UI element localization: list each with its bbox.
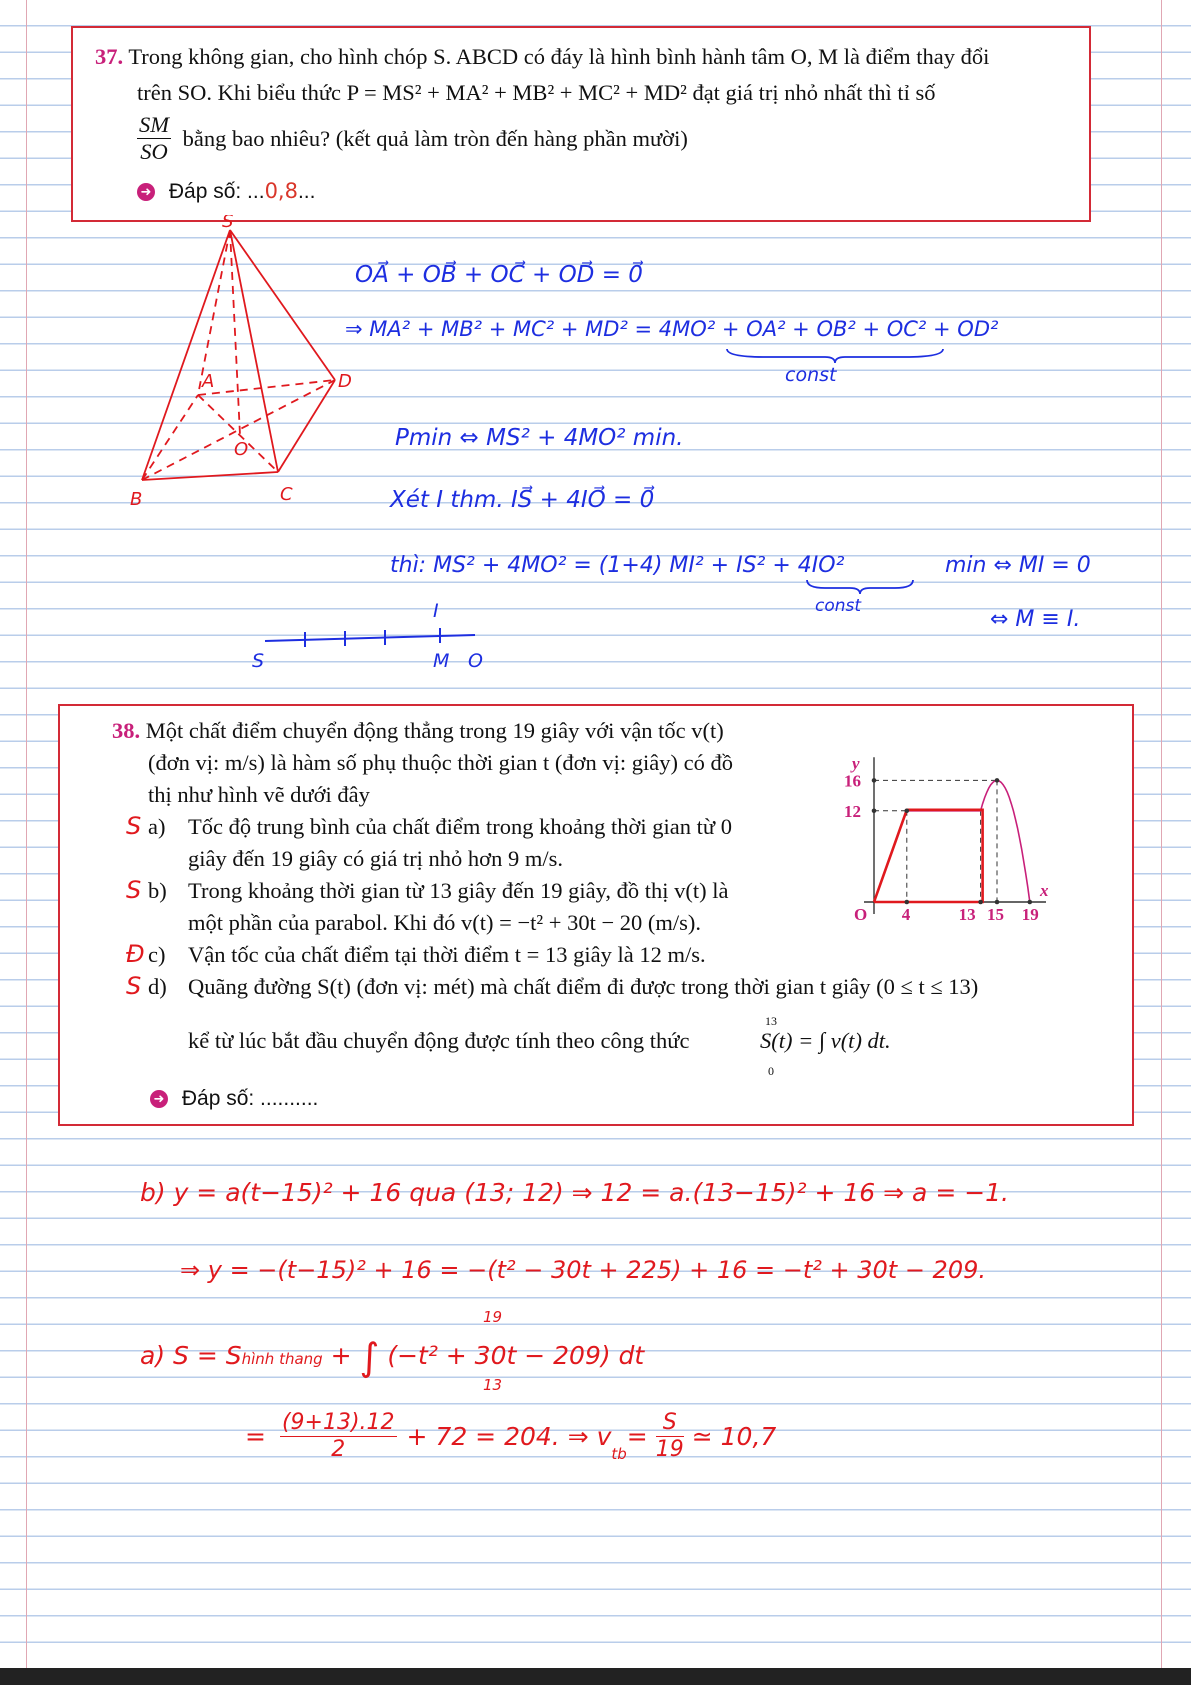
dot-y12	[872, 809, 877, 814]
edge-bc	[142, 472, 278, 480]
sol38-speed-num: S	[656, 1410, 684, 1437]
sol38-a2-rest: + 72 = 204. ⇒ v	[406, 1422, 612, 1451]
x-tick-13: 13	[958, 905, 976, 924]
q38-mark-d: S	[126, 972, 142, 1000]
edge-sb	[142, 230, 230, 480]
segment-so-diagram	[250, 595, 500, 675]
sol38-a2-eq2: =	[626, 1422, 648, 1451]
q38-item-b-letter: b)	[148, 878, 167, 903]
sol38-a-prefix: a) S = S	[140, 1341, 242, 1370]
q38-mark-b: S	[126, 876, 142, 904]
seg-label-o: O	[468, 650, 483, 672]
x-tick-19: 19	[1021, 905, 1039, 924]
q37-frac-den: SO	[140, 139, 168, 164]
label-b: B	[130, 489, 143, 510]
sol38-a-sub: hình thang	[241, 1350, 323, 1368]
velocity-graph	[842, 722, 1087, 942]
margin-line-left	[26, 0, 27, 1685]
sol38-frac-den: 2	[331, 1437, 346, 1462]
q37-text-2: trên SO. Khi biểu thức P = MS² + MA² + MB² + MC² + MD² đạt giá trị nhỏ nhất thì tỉ số	[137, 80, 936, 105]
q38-intro-1	[112, 716, 724, 746]
velocity-curve-handdrawn	[874, 810, 983, 902]
q38-item-c-letter: c)	[148, 942, 166, 967]
sol38-a-line1	[140, 1335, 644, 1379]
q37-answer-value: 0,8	[264, 179, 298, 203]
sol37-line5a: thì: MS² + 4MO² = (1+4) MI² + IS² + 4IO²	[390, 553, 845, 578]
x-tick-4: 4	[901, 905, 911, 924]
pyramid-diagram	[130, 215, 370, 515]
q38-answer-label: Đáp số: ..........	[181, 1087, 319, 1110]
sol37-const-2: const	[815, 596, 862, 616]
sol37-line2: ⇒ MA² + MB² + MC² + MD² = 4MO² + OA² + OB² + OC² + OD²	[345, 317, 999, 341]
dot-x13	[978, 900, 983, 905]
q38-item-d-line2: kể từ lúc bắt đầu chuyển động được tính theo công thức	[188, 1028, 690, 1053]
q38-answer	[150, 1084, 318, 1114]
brace-under-const	[725, 347, 945, 363]
q37-answer-label: Đáp số: ...	[168, 180, 265, 203]
sol38-a2-end: ≃ 10,7	[691, 1422, 777, 1451]
q37-answer-tail: ...	[297, 180, 316, 203]
q38-item-b-line2: một phần của parabol. Khi đó v(t) = −t² + 30t − 20 (m/s).	[188, 910, 702, 935]
q37-frac-num: SM	[139, 112, 169, 137]
sol38-a2-eq: =	[245, 1422, 266, 1451]
velocity-curve-print	[874, 780, 1030, 902]
question-37-box	[71, 26, 1091, 222]
edge-sc	[230, 230, 278, 472]
dot-x4	[905, 900, 910, 905]
sol38-a-integrand: (−t² + 30t − 209) dt	[387, 1341, 645, 1370]
sol38-a2-sub: tb	[611, 1445, 627, 1463]
diag-bd	[142, 380, 335, 480]
brace-under-const-2	[805, 578, 915, 594]
q37-text-3: bằng bao nhiêu? (kết quả làm tròn đến hàng phần mười)	[182, 125, 688, 151]
q38-item-d-letter: d)	[148, 974, 167, 999]
q38-item-c-line1: Vận tốc của chất điểm tại thời điểm t = 13 giây là 12 m/s.	[188, 942, 706, 967]
arrow-right-icon: ➜	[137, 183, 155, 201]
dot-15-16	[995, 778, 1000, 783]
q37-text-1: Trong không gian, cho hình chóp S. ABCD có đáy là hình bình hành tâm O, M là điểm thay đổi	[128, 44, 990, 69]
bottom-band	[0, 1668, 1191, 1685]
height-so	[230, 230, 240, 435]
q38-item-b-line1: Trong khoảng thời gian từ 13 giây đến 19 giây, đồ thị v(t) là	[188, 878, 729, 903]
x-tick-15: 15	[987, 905, 1004, 924]
sol37-line6: ⇔ M ≡ I.	[990, 607, 1081, 632]
q38-intro-3: thị như hình vẽ dưới đây	[148, 782, 370, 807]
sol37-const-1: const	[785, 364, 837, 386]
q38-item-d-line1: Quãng đường S(t) (đơn vị: mét) mà chất điểm đi được trong thời gian t giây (0 ≤ t ≤ 13)	[188, 974, 979, 999]
arrow-right-icon: ➜	[150, 1090, 168, 1108]
seg-label-s: S	[252, 650, 265, 672]
formula-lower: 0	[768, 1064, 774, 1078]
formula-integral: S(t) = ∫ v(t) dt.	[760, 1028, 891, 1053]
integral-sign-icon: ∫	[359, 1335, 380, 1379]
margin-line-right	[1161, 0, 1162, 1685]
sol38-a-plus: +	[330, 1341, 352, 1370]
y-tick-16: 16	[844, 771, 861, 791]
x-tick-origin: O	[854, 905, 868, 924]
segment-so	[265, 635, 475, 641]
dot-y16	[872, 778, 877, 783]
sol37-line4: Xét I thm. IS⃗ + 4IO⃗ = 0⃗	[390, 487, 655, 513]
sol38-speed-den: 19	[655, 1437, 684, 1462]
x-axis-label: x	[1040, 881, 1049, 900]
sol38-b-line1: b) y = a(t−15)² + 16 qua (13; 12) ⇒ 12 = a.(13−15)² + 16 ⇒ a = −1.	[140, 1178, 1010, 1207]
y-tick-12: 12	[844, 801, 861, 821]
sol37-line3: Pmin ⇔ MS² + 4MO² min.	[395, 425, 684, 451]
q38-intro-2: (đơn vị: m/s) là hàm số phụ thuộc thời gian t (đơn vị: giây) có đồ	[148, 750, 733, 775]
dot-x19	[1028, 900, 1033, 905]
q38-number: 38.	[112, 718, 141, 743]
sol37-line1: OA⃗ + OB⃗ + OC⃗ + OD⃗ = 0⃗	[355, 262, 643, 288]
q37-answer	[137, 176, 315, 207]
q37-line3	[137, 112, 688, 165]
q38-item-a-line1: Tốc độ trung bình của chất điểm trong khoảng thời gian từ 0	[188, 814, 732, 839]
sol38-b-line2: ⇒ y = −(t−15)² + 16 = −(t² − 30t + 225) + 16 = −t² + 30t − 209.	[180, 1256, 986, 1284]
q38-mark-c: Đ	[126, 940, 145, 968]
q37-line1	[95, 42, 989, 72]
q37-number: 37.	[95, 44, 124, 69]
q37-fraction	[137, 112, 171, 165]
diag-ac	[198, 395, 278, 472]
sol38-trapezoid-fraction	[280, 1410, 397, 1463]
edge-ad	[198, 380, 335, 395]
seg-label-m: M	[433, 650, 450, 672]
sol38-frac-num: (9+13).12	[281, 1410, 395, 1435]
edge-ab	[142, 395, 198, 480]
sol38-a-lower: 13	[483, 1376, 503, 1394]
label-d: D	[338, 371, 352, 392]
label-s: S	[222, 215, 234, 232]
sol37-line5b: min ⇔ MI = 0	[945, 553, 1091, 578]
label-c: C	[280, 484, 293, 505]
dot-x15	[995, 900, 1000, 905]
formula-upper: 13	[765, 1014, 777, 1028]
label-o: O	[234, 439, 249, 460]
q38-item-a-line2: giây đến 19 giây có giá trị nhỏ hơn 9 m/s.	[188, 846, 563, 871]
y-axis-label: y	[852, 754, 860, 774]
sol38-a-upper: 19	[483, 1308, 503, 1326]
q38-intro-text-1: Một chất điểm chuyển động thẳng trong 19 giây với vận tốc v(t)	[145, 718, 724, 743]
q38-item-a-letter: a)	[148, 814, 166, 839]
sol38-a-line2	[245, 1410, 776, 1463]
sol38-speed-fraction	[656, 1410, 684, 1463]
dot-4-12	[905, 809, 910, 814]
seg-label-i: I	[433, 600, 439, 622]
q38-mark-a: S	[126, 812, 142, 840]
label-a: A	[202, 371, 215, 392]
